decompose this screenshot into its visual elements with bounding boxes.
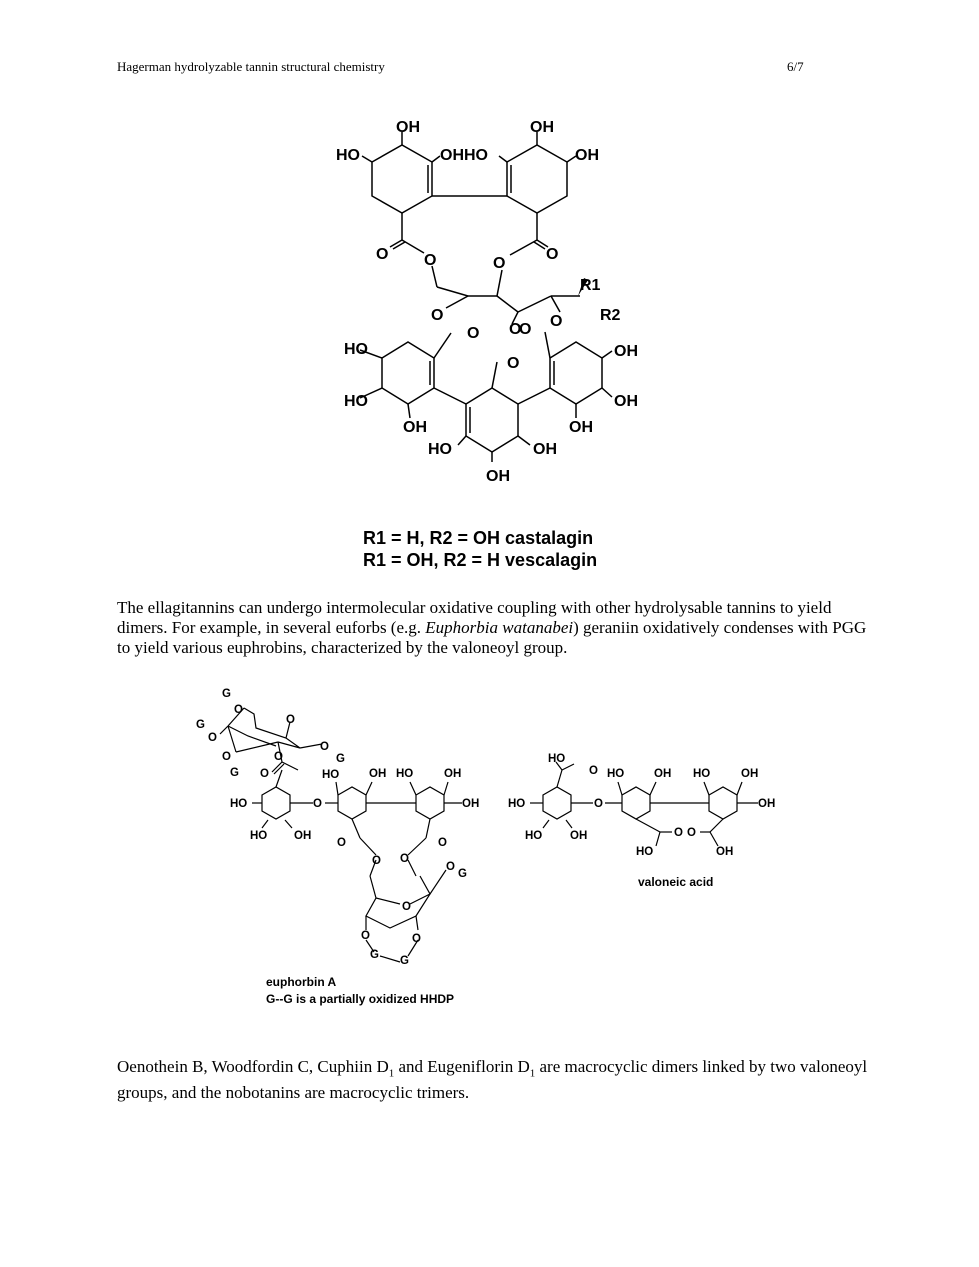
fig1-oh-1: OH (396, 119, 420, 136)
fig2-o-2: O (286, 714, 295, 726)
paragraph-ellagitannins (117, 598, 877, 658)
euphorbin-a-label: euphorbin A (266, 975, 337, 989)
euphorbin-note: G--G is a partially oxidized HHDP (266, 992, 455, 1006)
fig2-g-4: G (230, 767, 239, 779)
fig2-o-12: O (400, 853, 409, 865)
fig2-g-5: G (458, 868, 467, 880)
fig2-ho-8: HO (508, 798, 526, 810)
page-number: 6/7 (787, 59, 804, 74)
fig1-ho-1: HO (336, 147, 360, 164)
fig2-ho-1: HO (322, 769, 340, 781)
fig2-g-6: G (370, 949, 379, 961)
fig2-g-2: G (196, 719, 205, 731)
fig2-g-3: G (336, 753, 345, 765)
fig1-o-3: O (493, 255, 506, 272)
fig2-o-19: O (674, 827, 683, 839)
euphorbin-valoneic-structures (190, 680, 790, 980)
fig2-o-6: O (274, 751, 283, 763)
fig2-o-8: O (313, 798, 322, 810)
fig2-oh-7: OH (758, 798, 776, 810)
running-header-title: Hagerman hydrolyzable tannin structural chemistry (117, 59, 385, 74)
fig1-oh-5: OH (614, 393, 638, 410)
fig1-ho-3: HO (344, 393, 368, 410)
fig2-o-11: O (372, 855, 381, 867)
subscript-1a: 1 (388, 1067, 395, 1080)
fig2-o-13: O (446, 861, 455, 873)
fig2-oh-3: OH (462, 798, 480, 810)
fig1-oh-3: OH (575, 147, 599, 164)
fig1-o-8: O (519, 321, 532, 338)
fig2-o-10: O (438, 837, 447, 849)
fig2-o-15: O (361, 930, 370, 942)
paragraph2-text-a: Oenothein B, Woodfordin C, Cuphiin D (117, 1057, 389, 1076)
fig2-oh-5: OH (654, 768, 672, 780)
fig2-o-14: O (402, 901, 411, 913)
fig2-g-7: G (400, 955, 409, 967)
fig1-oh-6: OH (403, 419, 427, 436)
fig2-ho-3: HO (230, 798, 248, 810)
fig1-ohho: OHHO (440, 147, 488, 164)
subscript-1b: 1 (529, 1067, 536, 1080)
fig1-o-1: O (376, 246, 389, 263)
castalagin-structure (330, 110, 650, 490)
fig1-oh-2: OH (530, 119, 554, 136)
caption-vescalagin: R1 = OH, R2 = H vescalagin (363, 550, 598, 570)
fig2-oh-1: OH (369, 768, 387, 780)
fig1-oh-4: OH (614, 343, 638, 360)
fig2-oh-2: OH (444, 768, 462, 780)
fig2-ho-7: HO (693, 768, 711, 780)
fig1-oh-7: OH (569, 419, 593, 436)
fig2-ho-9: HO (525, 830, 543, 842)
paragraph-macrocyclic (117, 1057, 877, 1103)
fig1-o-6: O (467, 325, 480, 342)
paragraph1-text-b: ) geraniin oxidatively condenses with PGG to yield various euphrobins, characterized by the valoneoyl group. (117, 618, 867, 657)
fig2-o-3: O (208, 732, 217, 744)
fig2-oh-8: OH (570, 830, 588, 842)
species-name: Euphorbia watanabei (425, 618, 574, 637)
fig2-o-18: O (594, 798, 603, 810)
fig2-o-7: O (260, 768, 269, 780)
fig2-o-4: O (320, 741, 329, 753)
fig2-o-17: O (589, 765, 598, 777)
fig1-o-4: O (546, 246, 559, 263)
fig2-ho-5: HO (548, 753, 566, 765)
fig2-g-1: G (222, 688, 231, 700)
fig1-ho-2: HO (344, 341, 368, 358)
fig2-oh-4: OH (294, 830, 312, 842)
fig2-oh-9: OH (716, 846, 734, 858)
fig2-o-20: O (687, 827, 696, 839)
fig1-oh-8: OH (533, 441, 557, 458)
paragraph2-text-b: and Eugeniflorin D (394, 1057, 530, 1076)
fig1-o-2: O (424, 252, 437, 269)
fig1-ho-4: HO (428, 441, 452, 458)
fig2-o-16: O (412, 933, 421, 945)
fig2-o-5: O (222, 751, 231, 763)
caption-castalagin: R1 = H, R2 = OH castalagin (363, 528, 594, 548)
fig2-oh-6: OH (741, 768, 759, 780)
fig1-o-10: O (507, 355, 520, 372)
fig2-o-1: O (234, 704, 243, 716)
fig1-oh-9: OH (486, 468, 510, 485)
fig2-ho-10: HO (636, 846, 654, 858)
fig1-r2: R2 (600, 307, 621, 324)
fig2-ho-4: HO (250, 830, 268, 842)
fig1-o-5: O (431, 307, 444, 324)
fig2-ho-2: HO (396, 768, 414, 780)
fig1-r1: R1 (580, 277, 601, 294)
fig2-o-9: O (337, 837, 346, 849)
fig2-ho-6: HO (607, 768, 625, 780)
fig1-o-9: O (550, 313, 563, 330)
valoneic-acid-label: valoneic acid (638, 875, 714, 889)
fig1-o-7: O (509, 321, 522, 338)
paragraph2-text-c: are macrocyclic dimers linked by two valoneoyl groups, and the nobotanins are macrocyclic trimers. (117, 1057, 868, 1103)
paragraph1-text-a: The ellagitannins can undergo intermolecular oxidative coupling with other hydrolysable tannins to yield dimers. For example, in several euforbs (e.g. (117, 598, 832, 637)
